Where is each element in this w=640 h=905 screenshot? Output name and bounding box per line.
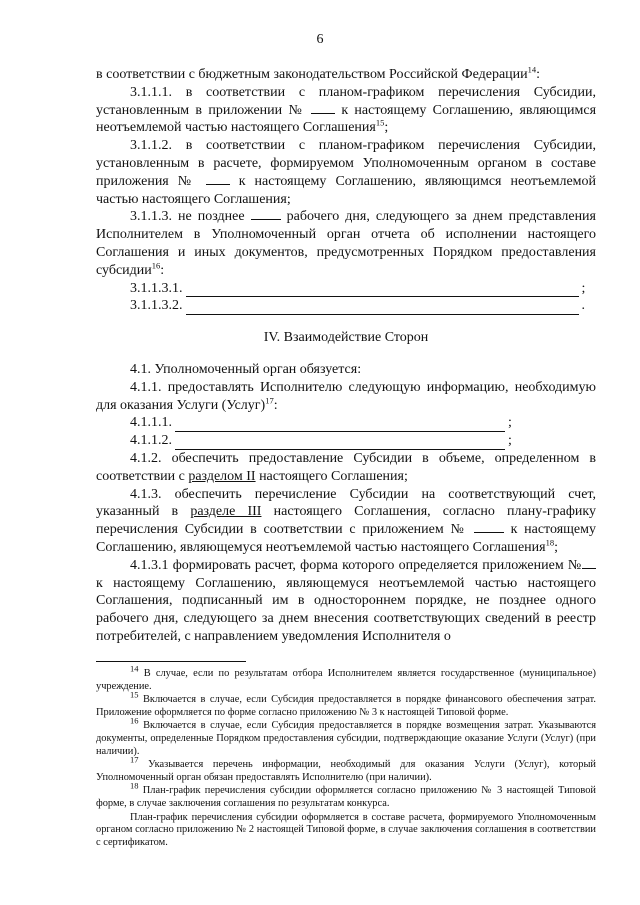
footnote-number: 16 — [130, 715, 139, 726]
footnotes — [96, 663, 596, 850]
fill-line-3-1-1-3-2 — [96, 297, 596, 315]
paragraph-text: 3.1.1.2. в соответствии с планом-графиком перечисления Субсидии, установленным в расчете, формируемом Уполномоченным органом в составе приложения № — [96, 138, 596, 189]
fill-line-4-1-1-2 — [96, 432, 596, 450]
item-number: 4.1.1.2. — [130, 433, 172, 449]
footnote-14 — [96, 663, 596, 693]
footnote-number: 14 — [130, 663, 139, 674]
footnote-text: Указывается перечень информации, необходимый для оказания Услуги (Услуг), который Уполномоченный орган обязан предоставлять Исполнителю (при наличии). — [96, 759, 596, 783]
document-body — [96, 66, 596, 646]
paragraph-text: к настоящему Соглашению, являющимся неотъемлемой частью настоящего Соглашения — [96, 102, 597, 136]
fill-line-4-1-1-1 — [96, 414, 596, 432]
punctuation: ; — [508, 415, 512, 431]
footnote-18-continued — [96, 812, 596, 850]
paragraph-text: 3.1.1.3. не позднее — [130, 209, 245, 225]
punctuation: ; — [581, 280, 586, 296]
punctuation: : — [160, 262, 165, 278]
paragraph-text: 4.1.3.1 формировать расчет, форма которого определяется приложением № — [130, 557, 582, 573]
punctuation: : — [273, 397, 278, 413]
footnote-number: 15 — [130, 689, 139, 700]
footnote-number: 18 — [130, 780, 139, 791]
paragraph-text: 4.1.3. обеспечить перечисление Субсидии на соответствующий счет, указанный в — [96, 486, 596, 520]
paragraph-3-1-1-1 — [96, 84, 596, 137]
footnote-text: В случае, если по результатам отбора Исполнителем является государственное (муниципальное) учреждение. — [96, 668, 596, 692]
footnote-text: Включается в случае, если Субсидия предоставляется в порядке финансового обеспечения затрат. Приложение оформляется по форме согласно приложению № 3 к настоящей Типовой форме. — [96, 694, 596, 718]
footnote-17 — [96, 754, 596, 784]
fill-rule — [186, 301, 579, 315]
footnote-ref: 14 — [527, 64, 537, 75]
item-number: 3.1.1.3.1. — [130, 280, 183, 296]
footnote-15 — [96, 689, 596, 719]
paragraph-3-1-1-2 — [96, 137, 596, 208]
blank-field — [582, 557, 596, 569]
paragraph-4-1-3-1 — [96, 557, 596, 646]
punctuation: : — [536, 67, 541, 82]
footnote-separator — [96, 661, 246, 662]
footnote-text: Включается в случае, если Субсидия предоставляется в порядке возмещения затрат. Указываются документы, определенные Порядком предоставления субсидии, подтверждающие оказание Услуги (Услуг) (при наличии). — [96, 720, 596, 757]
section-link[interactable]: разделом II — [188, 468, 256, 484]
footnote-ref: 15 — [375, 117, 385, 128]
paragraph-text: к настоящему Соглашению, являющимся неотъемлемой частью настоящего Соглашения; — [96, 173, 597, 207]
blank-field — [206, 173, 230, 185]
footnote-18 — [96, 780, 596, 810]
punctuation: ; — [554, 539, 558, 555]
paragraph-4-1-3 — [96, 486, 596, 557]
paragraph-text: в соответствии с бюджетным законодательством Российской Федерации — [96, 67, 528, 82]
blank-field — [311, 102, 335, 114]
footnote-text: План-график перечисления субсидии оформляется согласно приложению № 3 настоящей Типовой форме, в случае заключения соглашения по результатам конкурса. — [96, 785, 596, 809]
paragraph-text: 4.1.1. предоставлять Исполнителю следующую информацию, необходимую для оказания Услуги (Услуг) — [96, 379, 596, 413]
paragraph-text: настоящего Соглашения; — [259, 468, 408, 484]
footnote-ref: 18 — [545, 537, 555, 548]
blank-field — [251, 208, 281, 220]
paragraph-text: настоящего Соглашения, согласно плану-графику перечисления Субсидии в соответствии с приложением № — [96, 504, 597, 538]
punctuation: ; — [384, 120, 389, 136]
paragraph-intro — [96, 66, 596, 84]
fill-rule — [175, 418, 505, 432]
paragraph-text: 3.1.1.1. в соответствии с планом-графиком перечисления Субсидии, установленным в приложении № — [96, 84, 596, 118]
footnote-text: План-график перечисления субсидии оформляется в составе расчета, формируемого Уполномоченным органом согласно приложению № 2 настоящей Типовой форме, в случае заключения соглашения в соответствии с сертификатом. — [96, 811, 596, 848]
blank-field — [474, 521, 504, 533]
paragraph-3-1-1-3 — [96, 208, 596, 279]
paragraph-text: 4.1.2. обеспечить предоставление Субсидии в объеме, определенном в соответствии с — [96, 450, 596, 484]
fill-rule — [175, 436, 505, 450]
item-number: 4.1.1.1. — [130, 415, 172, 431]
footnote-number: 17 — [130, 754, 139, 765]
paragraph-4-1-1 — [96, 379, 596, 415]
paragraph-4-1-2 — [96, 450, 596, 486]
punctuation: . — [581, 298, 585, 314]
page-number: 6 — [316, 32, 324, 47]
footnote-ref: 17 — [265, 394, 274, 405]
paragraph-text: рабочего дня, следующего за днем представления Исполнителем в Уполномоченный орган отчета об исполнении настоящего Соглашения и иных документов, предусмотренных Порядком предоставления субсидии — [96, 209, 596, 278]
section-link[interactable]: разделе III — [190, 504, 262, 520]
punctuation: ; — [508, 433, 512, 449]
section-heading: IV. Взаимодействие Сторон — [263, 330, 429, 346]
paragraph-text: к настоящему Соглашению, являющемуся неотъемлемой частью настоящего Соглашения, подписанный им в одностороннем порядке, не позднее одного рабочего дня, следующего за днем внесения соответствующих сведений в реестр потребителей, с направлением уведомления Исполнителя о — [96, 575, 596, 644]
paragraph-4-1: 4.1. Уполномоченный орган обязуется: — [130, 361, 362, 377]
item-number: 3.1.1.3.2. — [130, 298, 183, 314]
fill-line-3-1-1-3-1 — [96, 280, 596, 298]
fill-rule — [186, 283, 579, 297]
footnote-16 — [96, 715, 596, 758]
footnote-ref: 16 — [151, 260, 161, 271]
paragraph-text: к настоящему Соглашению, являющемуся неотъемлемой частью настоящего Соглашения — [96, 522, 597, 555]
